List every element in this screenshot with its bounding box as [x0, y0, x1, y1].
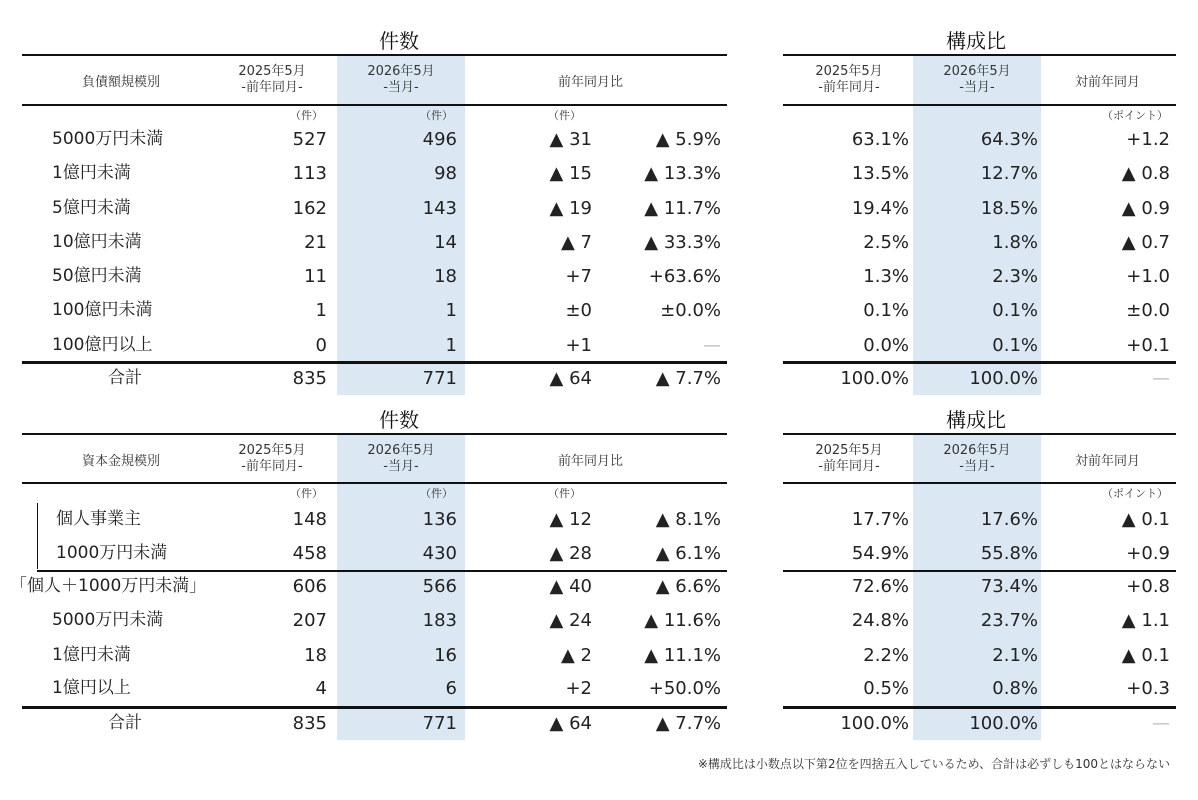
- t2-cell-share-curr: 23.7%: [980, 610, 1038, 631]
- t1-prev-header-month: 2025年5月: [238, 64, 306, 79]
- t1-cell-share-prev: 0.1%: [863, 300, 909, 321]
- t1-top-rule-right: [783, 54, 1176, 56]
- t1-cell-curr: 143: [422, 198, 457, 219]
- t1-unit-yoy: （件）: [548, 109, 581, 122]
- t2-curr-header: [351, 443, 451, 476]
- t2-cell-prev: 4: [315, 678, 327, 699]
- t1-curr-header-note: -当月-: [383, 80, 419, 96]
- t1-cell-pct: +63.6%: [648, 266, 721, 287]
- t1-cell-share-curr: 1.8%: [992, 232, 1038, 253]
- t1-cell-share-prev: 2.5%: [863, 232, 909, 253]
- t1-cell-diff: +1: [565, 335, 592, 356]
- t1-cell-share-curr: 0.1%: [992, 300, 1038, 321]
- t1-cell-curr: 14: [434, 232, 457, 253]
- t2-subtotal-rule-left: [37, 570, 727, 572]
- t2-share-curr-month: 2026年5月: [943, 443, 1011, 458]
- t1-cell-pct: ▲ 7.7%: [655, 368, 721, 389]
- t1-cell-prev: 21: [304, 232, 327, 253]
- t1-curr-header: [351, 64, 451, 97]
- t2-cell-share-diff: —: [1152, 713, 1170, 734]
- t1-cell-share-prev: 63.1%: [851, 129, 909, 150]
- t2-share-prev-month: 2025年5月: [815, 443, 883, 458]
- t2-cell-share-curr: 100.0%: [969, 713, 1038, 734]
- t1-cell-pct: ▲ 33.3%: [644, 232, 721, 253]
- t1-unit-point: （ポイント）: [1102, 109, 1168, 122]
- t1-row-label: 50億円未満: [52, 266, 142, 286]
- t2-cell-curr: 136: [422, 509, 457, 530]
- t1-cell-pct: ▲ 13.3%: [644, 163, 721, 184]
- t1-cell-pct: —: [703, 335, 721, 356]
- t2-unit-prev: （件）: [290, 487, 323, 500]
- t2-cell-curr: 16: [434, 645, 457, 666]
- t2-cell-prev: 148: [292, 509, 327, 530]
- t2-row-label: 1億円未満: [52, 645, 131, 665]
- t1-cell-curr: 1: [445, 300, 457, 321]
- t2-row-label: 「個人＋1000万円未満」: [10, 576, 207, 596]
- t2-cell-diff: ▲ 64: [549, 713, 592, 734]
- t2-top-rule-left: [22, 433, 727, 435]
- t1-total-label: 合計: [108, 368, 142, 388]
- t2-yoy-header: 前年同月比: [558, 454, 624, 469]
- t1-row-label: 5億円未満: [52, 198, 131, 218]
- t1-count-title: 件数: [379, 29, 419, 53]
- t1-top-rule-left: [22, 54, 727, 56]
- t2-cell-diff: +2: [565, 678, 592, 699]
- t2-cell-diff: ▲ 28: [549, 543, 592, 564]
- t2-cell-curr: 771: [422, 713, 457, 734]
- t1-share-curr-header: [927, 64, 1027, 97]
- t2-cell-share-prev: 0.5%: [863, 678, 909, 699]
- t1-cell-prev: 835: [292, 368, 327, 389]
- t1-share-change-header: 対前年同月: [1075, 75, 1141, 90]
- t2-cell-share-curr: 55.8%: [980, 543, 1038, 564]
- t2-cell-prev: 835: [292, 713, 327, 734]
- t2-cell-pct: ▲ 7.7%: [655, 713, 721, 734]
- t2-row-label: 個人事業主: [56, 509, 141, 529]
- t1-cell-curr: 98: [434, 163, 457, 184]
- t2-cell-share-curr: 2.1%: [992, 645, 1038, 666]
- t2-subtotal-rule-right: [783, 570, 1176, 572]
- t1-cell-share-prev: 0.0%: [863, 335, 909, 356]
- t1-cell-share-prev: 100.0%: [840, 368, 909, 389]
- t1-share-curr-note: -当月-: [959, 80, 995, 96]
- t2-share-change-header: 対前年同月: [1075, 454, 1141, 469]
- t2-cell-pct: ▲ 8.1%: [655, 509, 721, 530]
- t1-share-prev-note: -前年同月-: [818, 80, 880, 96]
- t2-cell-curr: 430: [422, 543, 457, 564]
- t2-cell-share-prev: 72.6%: [851, 576, 909, 597]
- t2-curr-header-month: 2026年5月: [367, 443, 435, 458]
- t1-cell-diff: ▲ 15: [549, 163, 592, 184]
- t1-row-label: 100億円未満: [52, 300, 153, 320]
- t2-category-header: 資本金規模別: [82, 454, 161, 469]
- t2-cell-prev: 18: [304, 645, 327, 666]
- t1-cell-diff: ±0: [565, 300, 592, 321]
- t2-cell-share-prev: 100.0%: [840, 713, 909, 734]
- t1-cell-share-prev: 1.3%: [863, 266, 909, 287]
- t1-total-rule-right: [783, 361, 1176, 364]
- t2-cell-share-diff: ▲ 1.1: [1121, 610, 1170, 631]
- t2-cell-pct: ▲ 11.6%: [644, 610, 721, 631]
- t2-cell-pct: ▲ 6.1%: [655, 543, 721, 564]
- t1-cell-curr: 18: [434, 266, 457, 287]
- t2-unit-point: （ポイント）: [1102, 487, 1168, 500]
- t1-cell-prev: 11: [304, 266, 327, 287]
- t2-cell-share-prev: 2.2%: [863, 645, 909, 666]
- t1-cell-share-diff: ▲ 0.8: [1121, 163, 1170, 184]
- t1-cell-pct: ▲ 5.9%: [655, 129, 721, 150]
- t2-prev-header: [222, 443, 322, 476]
- t1-category-header: 負債額規模別: [82, 75, 161, 90]
- t2-cell-pct: ▲ 11.1%: [644, 645, 721, 666]
- t2-cell-share-prev: 24.8%: [851, 610, 909, 631]
- t1-cell-diff: +7: [565, 266, 592, 287]
- t2-cell-share-diff: +0.3: [1126, 678, 1170, 699]
- t2-share-curr-note: -当月-: [959, 459, 995, 475]
- t1-share-curr-month: 2026年5月: [943, 64, 1011, 79]
- t1-cell-share-diff: —: [1152, 368, 1170, 389]
- t2-cell-share-diff: +0.8: [1126, 576, 1170, 597]
- t2-header-rule-left: [22, 482, 727, 484]
- t1-cell-share-diff: ▲ 0.9: [1121, 198, 1170, 219]
- t2-total-rule-right: [783, 706, 1176, 709]
- t1-cell-share-diff: +0.1: [1126, 335, 1170, 356]
- t1-row-label: 1億円未満: [52, 163, 131, 183]
- t2-cell-share-diff: ▲ 0.1: [1121, 645, 1170, 666]
- t1-cell-diff: ▲ 19: [549, 198, 592, 219]
- t2-cell-share-diff: +0.9: [1126, 543, 1170, 564]
- t2-cell-share-prev: 17.7%: [851, 509, 909, 530]
- t1-share-prev-header: [799, 64, 899, 97]
- t1-cell-prev: 0: [315, 335, 327, 356]
- t1-prev-header-note: -前年同月-: [241, 80, 303, 96]
- t2-prev-header-note: -前年同月-: [241, 459, 303, 475]
- t1-cell-share-diff: +1.2: [1126, 129, 1170, 150]
- t1-cell-share-diff: +1.0: [1126, 266, 1170, 287]
- t2-share-prev-note: -前年同月-: [818, 459, 880, 475]
- t2-cell-pct: +50.0%: [648, 678, 721, 699]
- t2-cell-share-prev: 54.9%: [851, 543, 909, 564]
- t2-cell-diff: ▲ 24: [549, 610, 592, 631]
- t1-curr-header-month: 2026年5月: [367, 64, 435, 79]
- t1-unit-curr: （件）: [420, 109, 453, 122]
- t1-total-rule-left: [22, 361, 727, 364]
- t2-curr-header-note: -当月-: [383, 459, 419, 475]
- t1-cell-curr: 496: [422, 129, 457, 150]
- t1-cell-share-curr: 12.7%: [980, 163, 1038, 184]
- t2-share-title: 構成比: [946, 408, 1006, 432]
- t2-cell-curr: 6: [445, 678, 457, 699]
- t1-cell-pct: ±0.0%: [660, 300, 721, 321]
- t2-cell-curr: 566: [422, 576, 457, 597]
- t1-cell-diff: ▲ 64: [549, 368, 592, 389]
- t2-total-rule-left: [22, 706, 727, 709]
- t2-count-title: 件数: [379, 408, 419, 432]
- t2-share-curr-header: [927, 443, 1027, 476]
- t2-cell-share-diff: ▲ 0.1: [1121, 509, 1170, 530]
- t1-cell-curr: 771: [422, 368, 457, 389]
- t2-cell-pct: ▲ 6.6%: [655, 576, 721, 597]
- t2-top-rule-right: [783, 433, 1176, 435]
- t2-cell-diff: ▲ 2: [560, 645, 592, 666]
- t2-header-rule-right: [783, 482, 1176, 484]
- t1-row-label: 10億円未満: [52, 232, 142, 252]
- t2-total-label: 合計: [108, 713, 142, 733]
- t2-row-label: 5000万円未満: [52, 610, 164, 630]
- t1-cell-curr: 1: [445, 335, 457, 356]
- t2-cell-curr: 183: [422, 610, 457, 631]
- t1-header-rule-right: [783, 104, 1176, 106]
- t1-cell-share-curr: 2.3%: [992, 266, 1038, 287]
- t2-cell-prev: 207: [292, 610, 327, 631]
- t1-cell-prev: 1: [315, 300, 327, 321]
- t2-cell-diff: ▲ 40: [549, 576, 592, 597]
- t2-unit-curr: （件）: [420, 487, 453, 500]
- t1-cell-share-curr: 100.0%: [969, 368, 1038, 389]
- t1-cell-share-curr: 18.5%: [980, 198, 1038, 219]
- t1-row-label: 100億円以上: [52, 335, 153, 355]
- t1-share-title: 構成比: [946, 29, 1006, 53]
- t1-cell-share-prev: 13.5%: [851, 163, 909, 184]
- t1-cell-prev: 113: [292, 163, 327, 184]
- t2-cell-prev: 458: [292, 543, 327, 564]
- t2-group-bracket: [37, 503, 38, 569]
- t1-share-prev-month: 2025年5月: [815, 64, 883, 79]
- t1-cell-share-curr: 64.3%: [980, 129, 1038, 150]
- t1-row-label: 5000万円未満: [52, 129, 164, 149]
- t2-cell-share-curr: 73.4%: [980, 576, 1038, 597]
- t1-cell-share-diff: ±0.0: [1126, 300, 1170, 321]
- t2-unit-yoy: （件）: [548, 487, 581, 500]
- t1-cell-diff: ▲ 31: [549, 129, 592, 150]
- t1-header-rule-left: [22, 104, 727, 106]
- t1-cell-prev: 527: [292, 129, 327, 150]
- t2-cell-share-curr: 17.6%: [980, 509, 1038, 530]
- t2-cell-prev: 606: [292, 576, 327, 597]
- t1-cell-prev: 162: [292, 198, 327, 219]
- t2-share-prev-header: [799, 443, 899, 476]
- t2-prev-header-month: 2025年5月: [238, 443, 306, 458]
- footnote: ※構成比は小数点以下第2位を四捨五入しているため、合計は必ずしも100とはならない: [697, 757, 1170, 771]
- t1-cell-share-curr: 0.1%: [992, 335, 1038, 356]
- t2-row-label: 1000万円未満: [56, 543, 168, 563]
- t1-cell-share-diff: ▲ 0.7: [1121, 232, 1170, 253]
- t1-cell-pct: ▲ 11.7%: [644, 198, 721, 219]
- t2-cell-diff: ▲ 12: [549, 509, 592, 530]
- t1-cell-diff: ▲ 7: [560, 232, 592, 253]
- t1-prev-header: [222, 64, 322, 97]
- t2-row-label: 1億円以上: [52, 678, 131, 698]
- t2-cell-share-curr: 0.8%: [992, 678, 1038, 699]
- t1-cell-share-prev: 19.4%: [851, 198, 909, 219]
- t1-unit-prev: （件）: [290, 109, 323, 122]
- t1-yoy-header: 前年同月比: [558, 75, 624, 90]
